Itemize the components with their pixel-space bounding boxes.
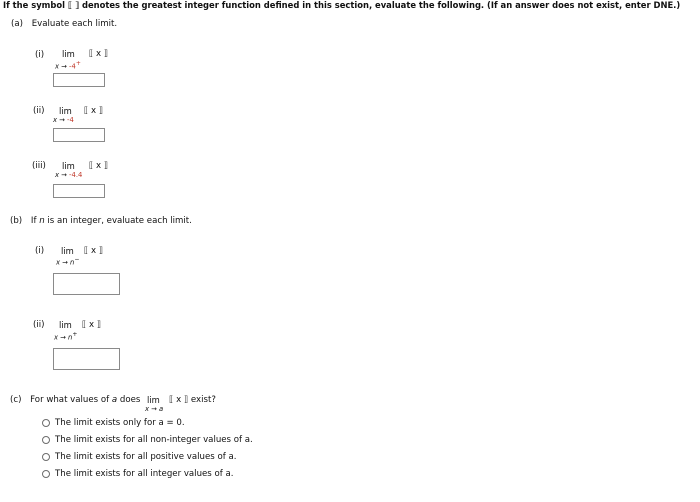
approach-side: + bbox=[75, 60, 81, 67]
approach-var: x → bbox=[53, 116, 68, 124]
problem-intro bbox=[3, 0, 680, 10]
option-1-radio[interactable] bbox=[42, 419, 50, 427]
part-a-item-3-lim: lim bbox=[62, 161, 75, 171]
approach-value: -4 bbox=[67, 116, 74, 124]
approach-side: + bbox=[72, 331, 78, 338]
part-b-item-2-lim: lim bbox=[59, 320, 72, 330]
approach-var: x → bbox=[55, 171, 70, 179]
part-b-text-pre: If bbox=[30, 216, 40, 226]
intro-post: denotes the greatest integer function defined in this section, evaluate the following. (If an answer does not exist, enter DNE.) bbox=[79, 0, 681, 10]
part-a-item-1-expr: ⟦ x ⟧ bbox=[89, 49, 109, 59]
approach-expr: x → n bbox=[56, 258, 75, 267]
part-b-item-1-approach bbox=[56, 256, 79, 266]
approach-side: − bbox=[74, 256, 80, 263]
part-b-item-1-label: (i) bbox=[35, 246, 45, 256]
approach-value: -4 bbox=[69, 62, 76, 71]
part-a-item-3-label: (iii) bbox=[32, 161, 46, 171]
option-3-label[interactable]: The limit exists for all positive values of a. bbox=[55, 452, 237, 462]
part-c-approach: x → a bbox=[145, 405, 164, 413]
option-1-label[interactable]: The limit exists only for a = 0. bbox=[55, 418, 185, 428]
part-c-q-pre: For what values of bbox=[30, 395, 112, 405]
part-c-expr: ⟦ x ⟧ bbox=[169, 395, 189, 405]
part-b-text-post: is an integer, evaluate each limit. bbox=[44, 216, 192, 226]
part-a-item-1-lim: lim bbox=[62, 49, 75, 59]
part-a-item-2-expr: ⟦ x ⟧ bbox=[84, 106, 104, 116]
part-a-item-2-answer-input[interactable] bbox=[53, 128, 105, 142]
part-c-q-post: exist? bbox=[188, 395, 216, 405]
part-b-item-2-expr: ⟦ x ⟧ bbox=[82, 320, 102, 330]
intro-symbol: ⟦ ⟧ bbox=[67, 0, 80, 10]
part-a-item-2-lim: lim bbox=[59, 106, 72, 116]
part-b-item-1-answer-input[interactable] bbox=[53, 273, 120, 295]
part-b-heading bbox=[10, 216, 192, 226]
part-b-text-var: n bbox=[39, 216, 45, 226]
option-2-label[interactable]: The limit exists for all non-integer values of a. bbox=[55, 435, 253, 445]
part-c-q-var: a bbox=[111, 395, 118, 405]
option-4-radio[interactable] bbox=[42, 470, 50, 478]
option-2-radio[interactable] bbox=[42, 436, 50, 444]
part-a-text: Evaluate each limit. bbox=[31, 19, 118, 29]
part-a-item-3-answer-input[interactable] bbox=[53, 184, 105, 198]
part-b-item-2-label: (ii) bbox=[33, 320, 45, 330]
part-a-item-1-approach bbox=[55, 60, 81, 70]
part-c-lim: lim bbox=[147, 395, 160, 405]
part-b-label: (b) bbox=[10, 216, 23, 226]
part-a-item-3-expr: ⟦ x ⟧ bbox=[89, 161, 109, 171]
part-a-label: (a) bbox=[11, 19, 23, 29]
part-c-q-mid: does bbox=[117, 395, 144, 405]
part-a-item-2-approach bbox=[53, 116, 74, 124]
part-b-item-1-lim: lim bbox=[61, 246, 74, 256]
part-a-item-1-answer-input[interactable] bbox=[53, 73, 105, 87]
part-a-heading bbox=[11, 19, 117, 29]
part-c-heading bbox=[10, 395, 216, 405]
part-a-item-3-approach bbox=[55, 171, 82, 179]
part-b-item-2-answer-input[interactable] bbox=[53, 348, 120, 370]
approach-value: -4.4 bbox=[69, 171, 83, 179]
option-4-label[interactable]: The limit exists for all integer values of a. bbox=[55, 469, 234, 479]
part-b-item-1-expr: ⟦ x ⟧ bbox=[84, 246, 104, 256]
option-3-radio[interactable] bbox=[42, 453, 50, 461]
part-b-item-2-approach bbox=[54, 331, 77, 341]
approach-expr: x → n bbox=[54, 333, 73, 342]
part-a-item-1-label: (i) bbox=[35, 50, 45, 60]
intro-pre: If the symbol bbox=[3, 0, 68, 10]
part-a-item-2-label: (ii) bbox=[33, 106, 45, 116]
part-c-label: (c) bbox=[10, 395, 22, 405]
approach-var: x → bbox=[55, 62, 70, 71]
